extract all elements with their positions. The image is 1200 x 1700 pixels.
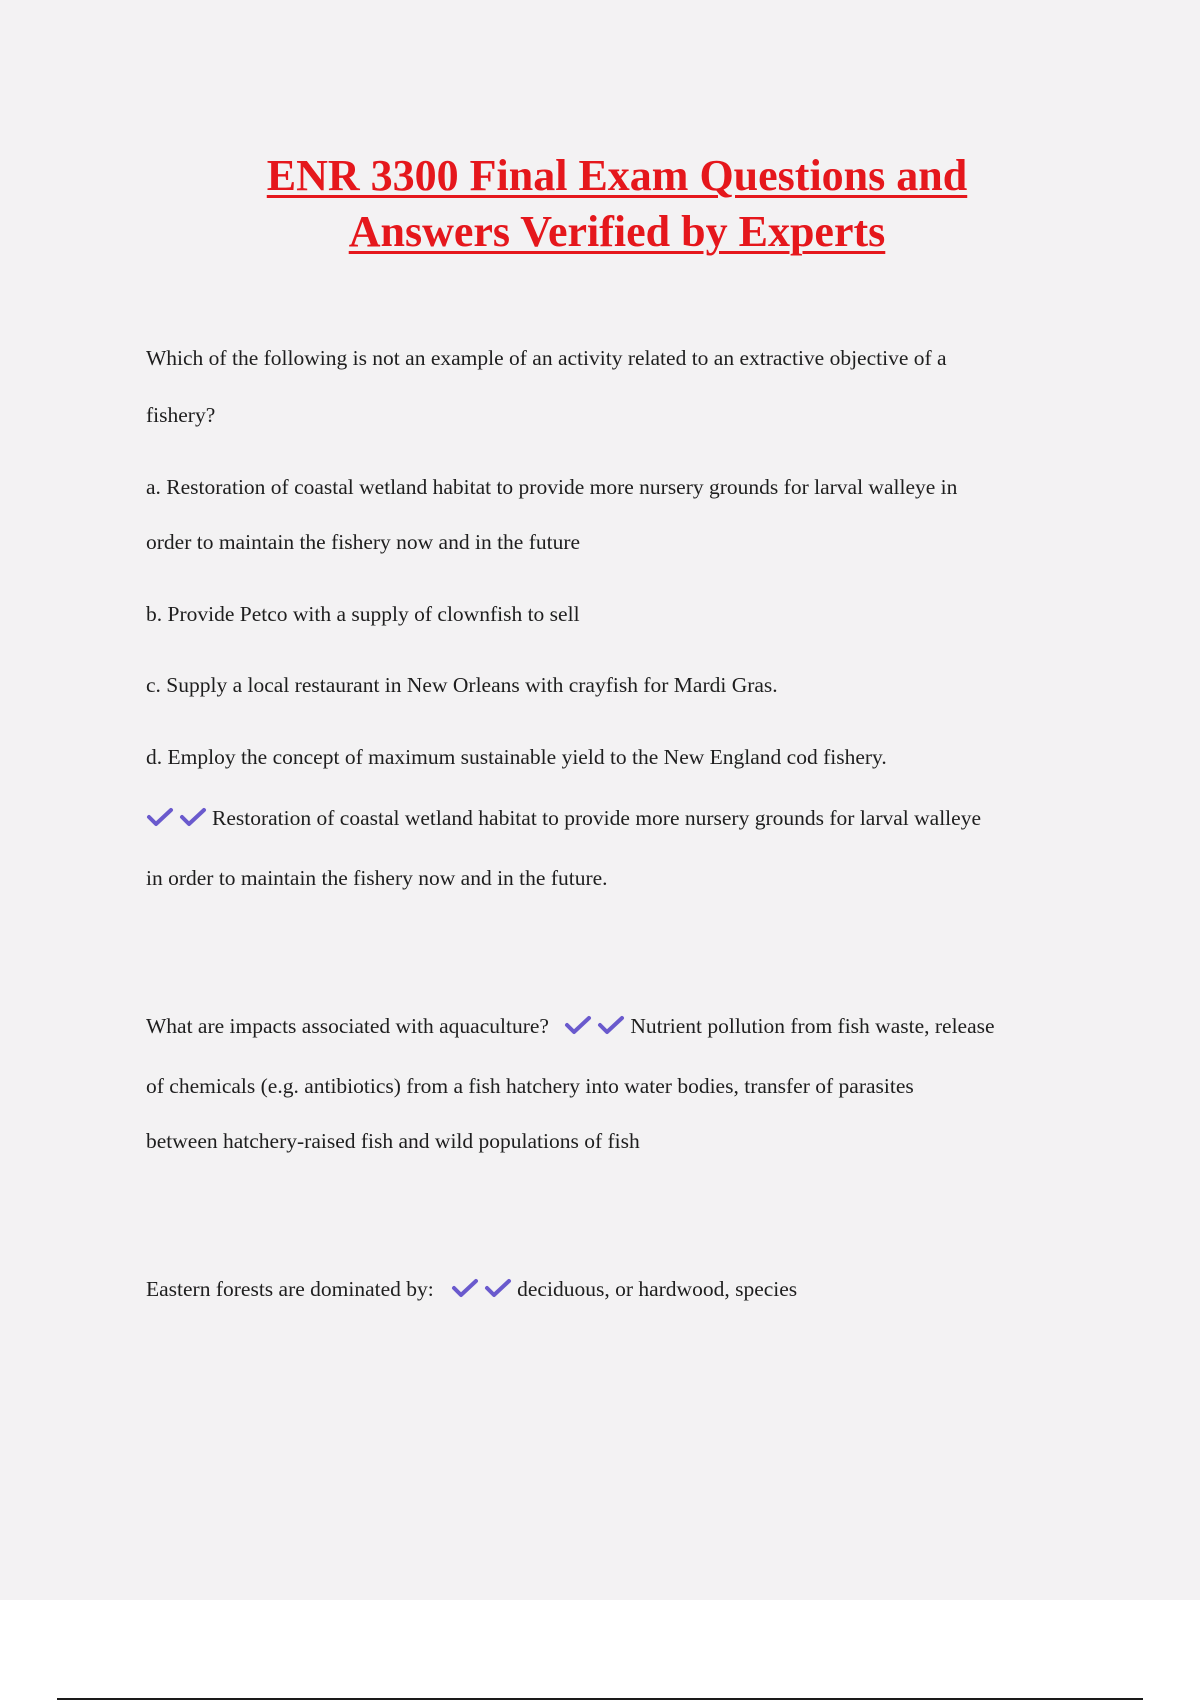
q2-answer-line-3: between hatchery-raised fish and wild populations of fish	[146, 1129, 640, 1153]
q2-line-1	[146, 1012, 1106, 1043]
q1-answer-text: Restoration of coastal wetland habitat to provide more nursery grounds for larval walleye	[212, 806, 981, 830]
q1-question-line-1: Which of the following is not an example of an activity related to an extractive objective of a	[146, 346, 947, 370]
q1-option-d: d. Employ the concept of maximum sustainable yield to the New England cod fishery.	[146, 745, 887, 769]
q3-answer-text: deciduous, or hardwood, species	[517, 1277, 798, 1301]
q1-answer-line-2: in order to maintain the fishery now and in the future.	[146, 866, 608, 890]
q1-option-a-line-1: a. Restoration of coastal wetland habitat to provide more nursery grounds for larval walleye in	[146, 475, 958, 499]
q2-question: What are impacts associated with aquaculture?	[146, 1014, 549, 1038]
double-check-icon	[451, 1277, 515, 1306]
q1-answer-line-1	[146, 804, 1106, 835]
q3-line-1	[146, 1275, 1106, 1306]
document-title	[0, 148, 1200, 260]
title-line-2: Answers Verified by Experts	[348, 207, 886, 256]
q2-answer-text: Nutrient pollution from fish waste, release	[630, 1014, 995, 1038]
q1-option-a-line-2: order to maintain the fishery now and in the future	[146, 530, 581, 554]
q1-question-line-2: fishery?	[146, 403, 216, 427]
q1-option-b: b. Provide Petco with a supply of clownfish to sell	[146, 602, 580, 626]
q3-question: Eastern forests are dominated by:	[146, 1277, 434, 1301]
q1-option-c: c. Supply a local restaurant in New Orleans with crayfish for Mardi Gras.	[146, 673, 778, 697]
double-check-icon	[564, 1014, 628, 1043]
q2-answer-line-2: of chemicals (e.g. antibiotics) from a fish hatchery into water bodies, transfer of parasites	[146, 1074, 914, 1098]
double-check-icon	[146, 806, 210, 835]
title-line-1: ENR 3300 Final Exam Questions and	[266, 151, 968, 200]
